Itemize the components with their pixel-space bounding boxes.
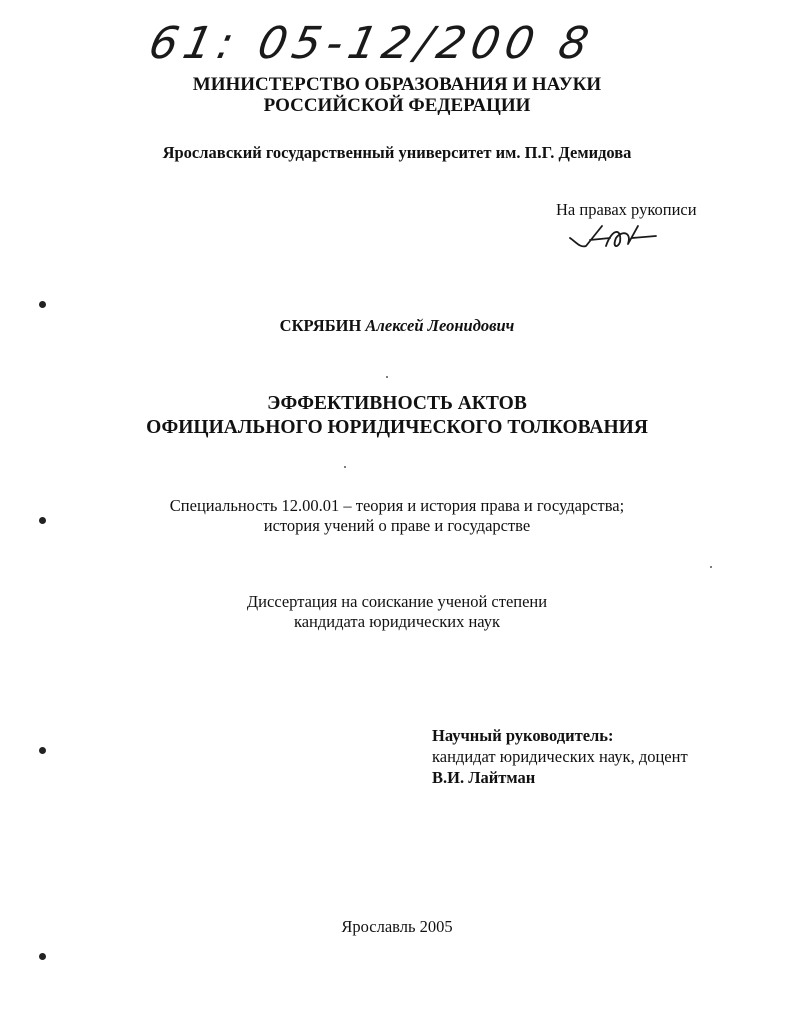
ministry-header: [0, 74, 794, 116]
scan-hole-mark: [39, 517, 46, 524]
archive-number-handwritten: 61: 05-12/200 8: [144, 18, 599, 69]
author-name: [0, 316, 794, 336]
author-given-names: Алексей Леонидович: [365, 316, 515, 335]
scan-hole-mark: [39, 747, 46, 754]
supervisor-name: В.И. Лайтман: [432, 768, 536, 787]
scan-hole-mark: [39, 953, 46, 960]
specialty-line-1: Специальность 12.00.01 – теория и история права и государства;: [169, 496, 625, 515]
degree-line-1: Диссертация на соискание ученой степени: [246, 592, 548, 611]
scan-speck: [344, 466, 346, 468]
scan-hole-mark: [39, 301, 46, 308]
city-year: Ярославль 2005: [341, 917, 453, 936]
title-line-2: ОФИЦИАЛЬНОГО ЮРИДИЧЕСКОГО ТОЛКОВАНИЯ: [146, 417, 648, 438]
dissertation-title: [0, 392, 794, 440]
scan-speck: [386, 376, 388, 378]
supervisor-heading: Научный руководитель:: [432, 726, 614, 745]
university-name: Ярославский государственный университет им. П.Г. Демидова: [162, 143, 632, 162]
specialty-block: [0, 496, 794, 536]
ministry-line-2: РОССИЙСКОЙ ФЕДЕРАЦИИ: [263, 95, 531, 116]
ministry-line-1: МИНИСТЕРСТВО ОБРАЗОВАНИЯ И НАУКИ: [192, 74, 602, 95]
supervisor-position: кандидат юридических наук, доцент: [432, 747, 688, 766]
degree-line-2: кандидата юридических наук: [293, 612, 501, 631]
title-line-1: ЭФФЕКТИВНОСТЬ АКТОВ: [267, 393, 527, 414]
author-surname: СКРЯБИН: [279, 316, 362, 335]
specialty-line-2: история учений о праве и государстве: [263, 516, 531, 535]
dissertation-degree: [0, 592, 794, 632]
manuscript-rights-note: На правах рукописи: [556, 200, 697, 219]
signature-image: [566, 218, 666, 254]
supervisor-block: [432, 725, 688, 788]
scan-speck: [710, 566, 712, 568]
